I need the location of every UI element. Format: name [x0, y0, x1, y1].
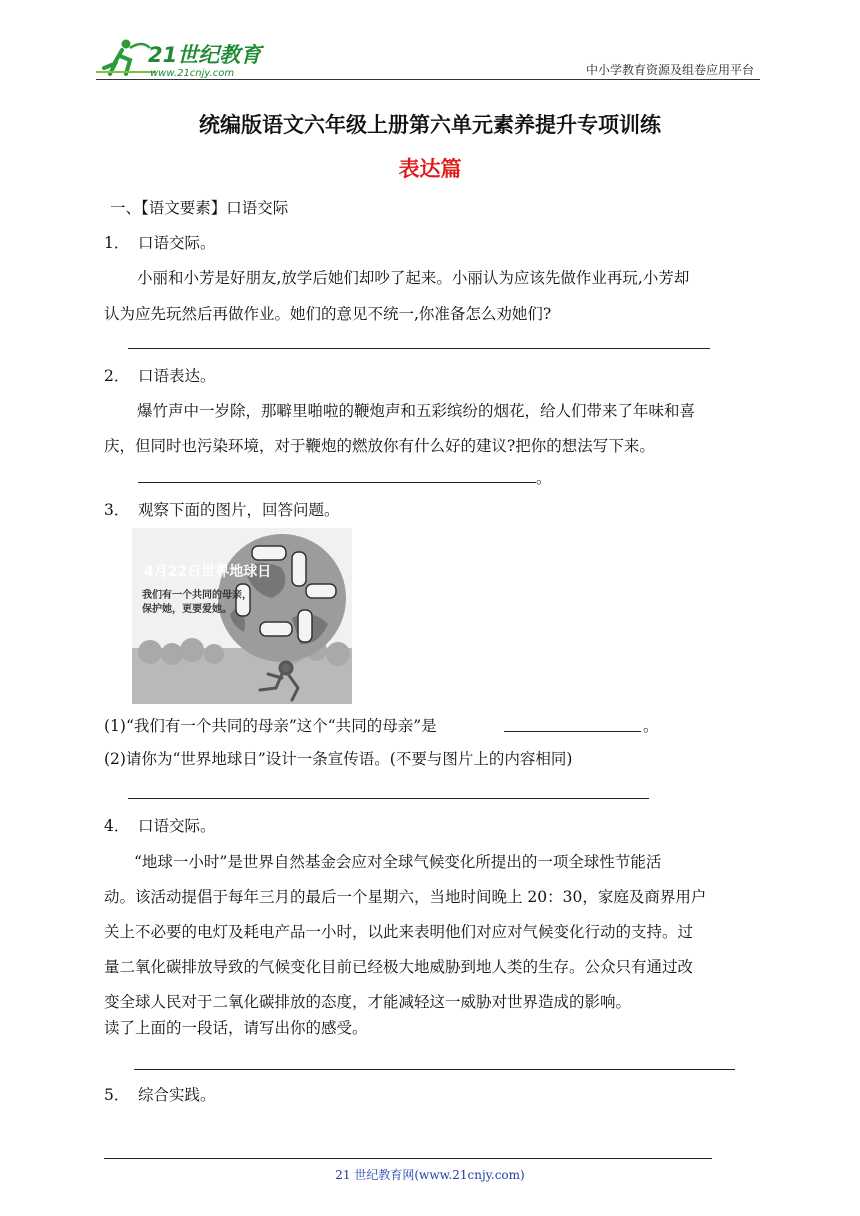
- q4-para-line5: 变全球人民对于二氧化碳排放的态度，才能减轻这一威胁对世界造成的影响。: [104, 993, 632, 1011]
- q2-text-line1: 爆竹声中一岁除，那噼里啪啦的鞭炮声和五彩缤纷的烟花，给人们带来了年味和喜: [137, 402, 696, 420]
- q4-para-line2: 动。该活动提倡于每年三月的最后一个星期六，当地时间晚上 20：30，家庭及商界用户: [104, 888, 707, 906]
- q3-sub1-text: (1)“我们有一个共同的母亲”这个“共同的母亲”是: [104, 717, 437, 735]
- q3-heading: 观察下面的图片，回答问题。: [138, 501, 340, 519]
- q1-number: 1．: [104, 234, 130, 252]
- picture-date-text: 4月22日世界地球日: [144, 564, 272, 580]
- q2-end-mark: 。: [536, 469, 552, 487]
- q1-answer-line[interactable]: [128, 348, 710, 349]
- q4-heading: 口语交际。: [138, 817, 216, 835]
- q3-sub2-text: (2)请你为“世界地球日”设计一条宣传语。(不要与图片上的内容相同): [104, 750, 573, 768]
- picture-slogan-line1: 我们有一个共同的母亲，: [142, 590, 252, 601]
- q4-answer-line[interactable]: [134, 1069, 735, 1070]
- platform-name: 中小学教育资源及组卷应用平台: [585, 63, 754, 77]
- page-title: 统编版语文六年级上册第六单元素养提升专项训练: [199, 113, 661, 137]
- q3-sub1-blank[interactable]: [504, 731, 641, 732]
- q4-number: 4．: [104, 817, 130, 835]
- q4-para-line3: 关上不必要的电灯及耗电产品一小时，以此来表明他们对应对气候变化行动的支持。过: [104, 923, 694, 941]
- q4-para-line4: 量二氧化碳排放导致的气候变化目前已经极大地威胁到地人类的生存。公众只有通过改: [104, 958, 694, 976]
- site-logo: [96, 34, 266, 80]
- page-subtitle: 表达篇: [398, 157, 462, 181]
- q4-para-line1: “地球一小时”是世界自然基金会应对全球气候变化所提出的一项全球性节能活: [134, 853, 662, 871]
- header-divider: [96, 79, 760, 80]
- q3-number: 3．: [104, 501, 130, 519]
- q1-text-line2: 认为应先玩然后再做作业。她们的意见不统一,你准备怎么劝她们?: [104, 305, 552, 323]
- logo-url: www.21cnjy.com: [150, 68, 235, 79]
- q1-heading: 口语交际。: [138, 234, 216, 252]
- q2-text-line2: 庆，但同时也污染环境，对于鞭炮的燃放你有什么好的建议?把你的想法写下来。: [104, 437, 655, 455]
- q3-sub2-answer-line[interactable]: [128, 798, 649, 799]
- footer-text[interactable]: 21 世纪教育网(www.21cnjy.com): [335, 1168, 525, 1182]
- q2-number: 2．: [104, 367, 130, 385]
- q2-answer-line[interactable]: [138, 482, 536, 483]
- logo-text: 21世纪教育: [148, 43, 262, 67]
- q5-number: 5．: [104, 1086, 130, 1104]
- q2-heading: 口语表达。: [138, 367, 216, 385]
- q1-text-line1: 小丽和小芳是好朋友,放学后她们却吵了起来。小丽认为应该先做作业再玩,小芳却: [137, 269, 690, 287]
- q5-heading: 综合实践。: [138, 1086, 216, 1104]
- picture-slogan-line2: 保护她，更要爱她。: [142, 604, 232, 615]
- q4-prompt: 读了上面的一段话，请写出你的感受。: [104, 1019, 368, 1037]
- section-heading: 一、【语文要素】口语交际: [110, 199, 289, 217]
- q3-sub1-end: 。: [643, 717, 659, 735]
- footer-divider: [104, 1158, 712, 1159]
- earth-day-picture: [132, 528, 352, 704]
